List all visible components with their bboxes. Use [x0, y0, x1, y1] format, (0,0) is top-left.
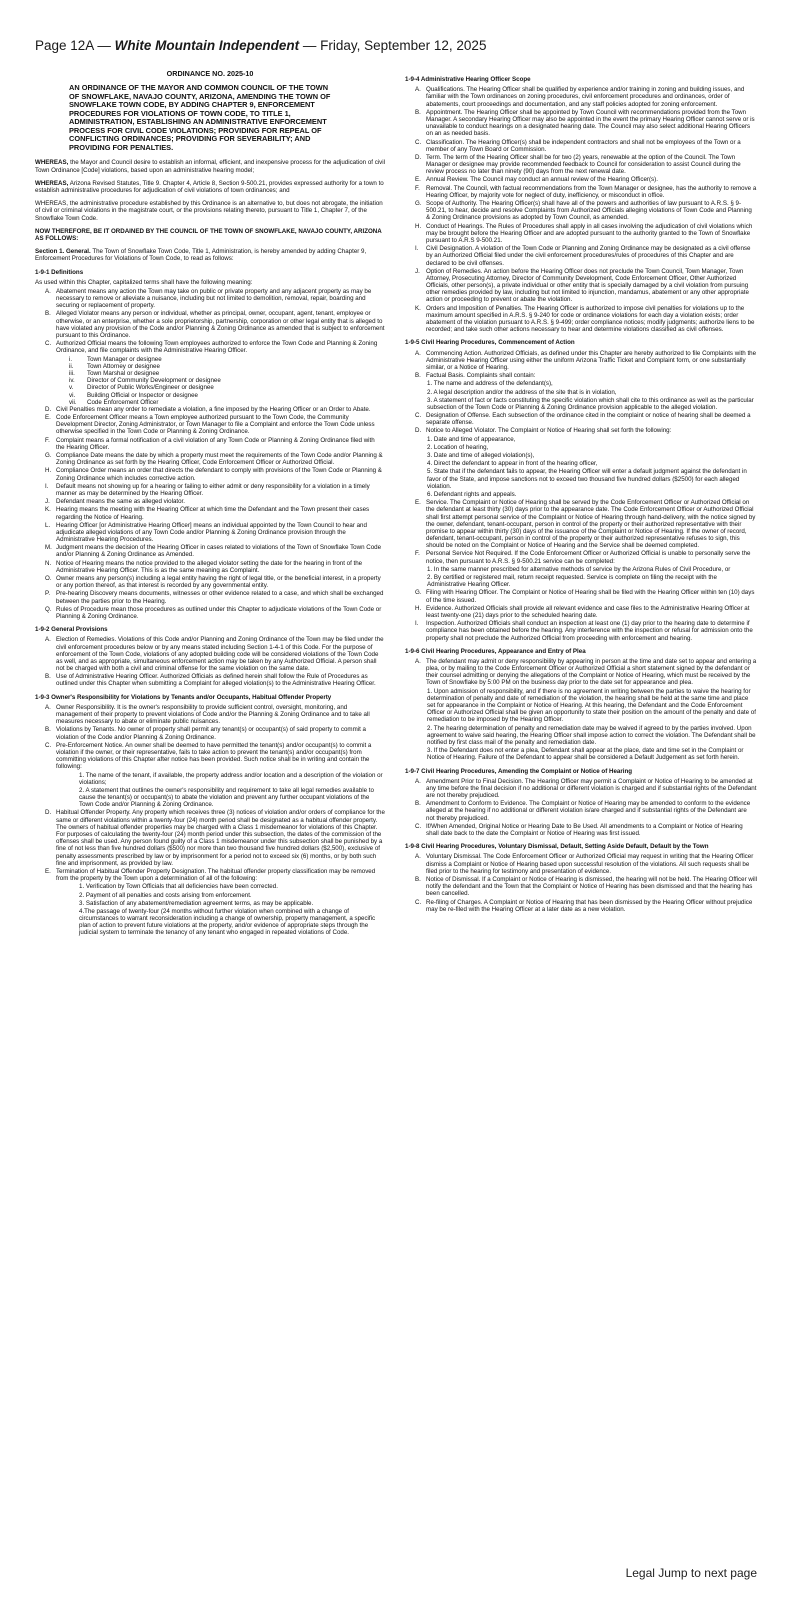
- list-item: [415, 605, 757, 619]
- list-item: [45, 467, 385, 481]
- item-text: Authorized Official means the following Town employees authorized to enforce the Town Code and Planning & Zoning Ordinance, and file complaints with the Administrative Hearing Officer.: [56, 340, 378, 355]
- list-item: [415, 154, 757, 176]
- right-sections: [405, 76, 757, 913]
- numbered-item: 1. Verification by Town Officials that all deficiencies have been corrected.: [79, 883, 278, 891]
- ordinance-lead: [69, 84, 385, 152]
- numbered-item: 4.The passage of twenty-four (24 months without further violation when combined with a change of circumstances to warrant reconsideration including a change of ownership, property management, a specific plan of action to prevent future violations at the property, and/or evidence of appropriate steps through the judicial system to terminate the tenancy of any tenant who engaged in repeated violations of Code.: [79, 907, 376, 937]
- list-item: [415, 223, 757, 245]
- list-item: [415, 899, 757, 913]
- section-heading: 1-9-4 Administrative Hearing Officer Scope: [405, 76, 531, 83]
- sub-list-item: [69, 370, 385, 377]
- item-label: H.: [415, 222, 422, 230]
- item-label: A.: [415, 349, 421, 357]
- list-item: [415, 550, 757, 564]
- item-text: Option of Remedies. An action before the Hearing Officer does not preclude the Town Council, Town Manager, Town Attorney, Prosecuting Attorney, Director of Community Development, Code Enforcement Officer, Other Authorized Officials, other person(s), a private individual or other entity that is specially damaged by a civil violation from pursuing other remedies provided by law, including but not limited to injunction, mandamus, abatement or any other appropriate action or proceeding to prevent or abate the violation.: [426, 267, 749, 304]
- item-label: ii.: [69, 362, 74, 370]
- page-header: [35, 38, 486, 53]
- section-heading: 1-9-6 Civil Hearing Procedures, Appearance and Entry of Plea: [405, 647, 586, 655]
- item-label: G.: [45, 452, 52, 460]
- item-text: Director of Community Development or designee: [87, 377, 221, 385]
- list-item: [45, 452, 385, 466]
- item-label: F.: [415, 184, 420, 192]
- list-item: [415, 499, 757, 549]
- list-item: [45, 606, 385, 620]
- item-text: Service. The Complaint or Notice of Hearing shall be served by the Code Enforcement Officer or Authorized Official on the defendant at least thirty (30) days prior to the appearance date. The Code Enforcement Officer or Authorized Official shall first attempt personal service of the Complaint or Notice of Hearing through hand-delivery, with the notice signed by the owner, defendant, tenant-occupant, person in control of the property or their authorized representative with their promise to appear within thirty (30) days of the issuance of the Complaint or Notice of Hearing. If the owner of record, defendant, tenant-occupant, person in control of the property or their authorized representative refuses to sign, this should be noted on the Complaint or Notice of Hearing and the Service shall be deemed completed.: [426, 499, 756, 550]
- numbered-item: 3. A statement of fact or facts constituting the specific violation which shall cite to this ordinance as well as the particular subsection of the Town Code or Planning & Zoning Ordinance provision applicable to the alleged violation.: [427, 396, 754, 411]
- item-label: F.: [415, 550, 420, 558]
- item-label: G.: [415, 200, 422, 207]
- item-label: H.: [415, 604, 422, 612]
- item-label: C.: [415, 898, 422, 906]
- item-label: C.: [415, 138, 422, 146]
- numbered-item: 3. Date and time of alleged violation(s),: [427, 452, 535, 459]
- item-text: Compliance Order means an order that directs the defendant to comply with provisions of the Town Code or Planning & Zoning Ordinance which includes corrective action.: [56, 467, 382, 482]
- list-item: [45, 726, 385, 740]
- item-text: Scope of Authority. The Hearing Officer(s) shall have all of the powers and authorities of law pursuant to A.R.S. § 9-500.21, to hear, decide and resolve Complaints from Authorized Officials alleging violations of Town Code and Planning & Zoning Ordinance provisions as adopted by Town Council, as amended.: [426, 200, 752, 222]
- numbered-item: 2. A legal description and/or the address of the site that is in violation,: [427, 388, 617, 396]
- item-label: D.: [415, 153, 422, 161]
- section-heading: 1-9-8 Civil Hearing Procedures, Voluntary Dismissal, Default, Setting Aside Default, Default by the Town: [405, 843, 709, 851]
- item-label: A.: [415, 853, 421, 861]
- item-text: Abatement means any action the Town may take on public or private property and any adjacent property as may be necessary to remove or alleviate a nuisance, including but not limited to demolition, removal, repair, boarding and securing or replacement of property.: [56, 287, 372, 310]
- item-text: Building Official or Inspector or designee: [87, 391, 198, 399]
- item-text: Notice of Hearing means the notice provided to the alleged violator setting the date for the hearing in front of the Administrative Hearing Officer. This is as the same meaning as Complaint.: [56, 559, 363, 574]
- list-item: [45, 704, 385, 726]
- item-label: J.: [45, 498, 50, 506]
- list-item: [45, 437, 385, 451]
- item-text: Qualifications. The Hearing Officer shall be qualified by experience and/or training in zoning and building issues, and familiar with the Town ordinances on zoning procedures, civil enforcement procedures and ordinances, order of abatements, court proceedings and documentation, and any staff policies adopted for zoning enforcement.: [426, 86, 745, 108]
- item-text: Use of Administrative Hearing Officer. Authorized Officials as defined herein shall follow the Rule of Procedures as outlined under this Chapter when submitting a Complaint for alleged violation(s) to the Administrative Hearing Officer.: [56, 673, 376, 688]
- item-text: Code Enforcement Officer means a Town employee authorized pursuant to the Town Code, the Community Development Director, Zoning Administrator, or Town Manager to file a Complaint and enforce the Town Code unless otherwise specified in the Town Code or Planning & Zoning Ordinance.: [56, 414, 375, 436]
- item-text: Town Attorney or designee: [87, 362, 160, 370]
- item-label: E.: [415, 499, 421, 507]
- item-label: O.: [45, 575, 52, 583]
- list-item: [415, 372, 757, 379]
- item-label: E.: [45, 414, 51, 422]
- item-text: Alleged Violator means any person or individual, whether as principal, owner, occupant, agent, tenant, employee or otherwise, or an enterprise, whether a sole proprietorship, partnership, corporation or other legal entity that is alleged to have violated any provision of the Code and/or Planning & Zoning Ordinance as amended that is subject to enforcement pursuant to this Ordinance.: [56, 310, 385, 340]
- section-heading: 1-9-5 Civil Hearing Procedures, Commencement of Action: [405, 339, 575, 347]
- sub-list-item: [69, 392, 385, 399]
- item-text: Commencing Action. Authorized Officials, as defined under this Chapter are hereby authorized to file Complaints with the Administrative Hearing Officer using either the uniform Arizona Traffic Ticket and Complaint form, or one substantially similar, or a Notice of Hearing.: [426, 349, 757, 371]
- section-heading: 1-9-3 Owner's Responsibility for Violations by Tenants and/or Occupants, Habitual Offender Property: [35, 693, 332, 701]
- item-label: L.: [45, 521, 51, 529]
- section-heading: 1-9-2 General Provisions: [35, 626, 108, 634]
- item-label: J.: [415, 267, 420, 275]
- item-text: Termination of Habitual Offender Property Designation. The habitual offender property classification may be removed from the property by the Town upon a determination of all of the following:: [56, 867, 376, 883]
- item-label: I.: [415, 620, 419, 628]
- issue-date: Friday, September 12, 2025: [320, 38, 487, 53]
- item-text: Civil Designation. A violation of the Town Code or Planning and Zoning Ordinance may be designated as a civil offense by an Authorized Official filed under the civil enforcement procedures/rules of procedures of this Chapter and are declared to be civil offenses.: [426, 245, 751, 267]
- item-text: Orders and Imposition of Penalties. The Hearing Officer is authorized to impose civil penalties for violations up to the maximum amount specified in A.R.S. § 9-240 for code or ordinance violations for each day a violation exists; order abatement of the violation pursuant to A.R.S. § 9-499; order compliance notices; modify judgments; authorize liens to be recorded; and take such other actions necessary to hear and determine violations classified as civil offenses.: [426, 304, 755, 334]
- list-item: [45, 636, 385, 672]
- page-number: Page 12A: [35, 38, 94, 53]
- list-item: [415, 658, 757, 687]
- item-label: M.: [45, 544, 52, 552]
- item-text: Default means not showing up for a hearing or failing to either admit or deny responsibility for a violation in a timely manner as may be determined by the Hearing Officer.: [56, 482, 370, 497]
- left-column: [35, 70, 385, 938]
- lead-line: AN ORDINANCE OF THE MAYOR AND COMMON COUNCIL OF THE TOWN: [69, 83, 329, 93]
- numbered-item: 1. Upon admission of responsibility, and if there is no agreement in writing between the parties to waive the hearing for determination of penalty and date of remediation of the violation, the hearing shall be held at the same time and place set for appearance in the Complaint or Notice of Hearing. At this hearing, the Defendant and the Code Enforcement Officer or Authorized Official shall be given an opportunity to state their position on the amount of the penalty and date of remediation to be imposed by the Hearing Officer.: [427, 687, 756, 724]
- item-text: Defendant means the same as alleged violator.: [56, 498, 185, 506]
- list-item: [415, 853, 757, 875]
- numbered-item: 1. The name and address of the defendant(s),: [427, 380, 553, 388]
- list-item: [45, 288, 385, 310]
- item-label: C.: [415, 822, 422, 830]
- sub-list-item: [69, 363, 385, 370]
- list-item: [45, 673, 385, 687]
- item-text: Filing with Hearing Officer. The Complaint or Notice of Hearing shall be filed with the Hearing Officer within ten (10) days of the time issued.: [426, 589, 755, 604]
- item-text: The defendant may admit or deny responsibility by appearing in person at the time and date set to appear and entering a plea, or by mailing to the Code Enforcement Officer or Authorized Official a short statement signed by the defendant or their counsel admitting or denying the allegations of the Complaint or Notice of Hearing, which must be received by the Town of Snowflake by 5:00 PM on the business day prior to the date set for appearance and plea.: [426, 657, 757, 687]
- lead-line: PROCESS FOR CIVIL CODE VIOLATIONS; PROVIDING FOR REPEAL OF: [69, 125, 322, 135]
- item-label: I.: [45, 482, 49, 490]
- item-label: A.: [415, 657, 421, 665]
- list-item: [415, 86, 757, 108]
- item-text: Classification. The Hearing Officer(s) shall be independent contractors and shall not be employees of the Town or a member of any Town Board or Commission.: [426, 138, 741, 153]
- item-text: Factual Basis. Complaints shall contain:: [426, 372, 536, 380]
- list-item: [415, 412, 757, 426]
- section-1: Section 1. General. The Town of Snowflake Town Code, Title 1, Administration, is hereby amended by adding Chapter 9, Enforcement Procedures for Violations of Town Code, to read as follows:: [35, 248, 367, 263]
- item-text: If/When Amended, Original Notice or Hearing Date to Be Used. All amendments to a Complaint or Notice of Hearing shall date back to the date the Complaint or Notice of Hearing was first issued.: [426, 822, 743, 837]
- list-item: [45, 498, 385, 505]
- item-label: B.: [415, 875, 421, 883]
- item-text: Judgment means the decision of the Hearing Officer in cases related to violations of the Town of Snowflake Town Code and/or Planning & Zoning Ordinance as Amended.: [56, 544, 382, 559]
- numbered-item: 2. Payment of all penalties and costs arising from enforcement.: [79, 891, 252, 899]
- newspaper-name: White Mountain Independent: [114, 38, 300, 53]
- sub-list-item: [69, 377, 385, 384]
- numbered-item: 1. In the same manner prescribed for alternative methods of service by the Arizona Rules of Civil Procedure, or: [427, 565, 731, 573]
- jump-line: Legal Jump to next page: [625, 1566, 757, 1580]
- right-column: [405, 70, 757, 914]
- item-label: iv.: [69, 377, 75, 385]
- item-text: Owner means any person(s) including a legal entity having the right of legal title, or the beneficial interest, in a property or any portion thereof, as that interest is recorded by any governmental entity.: [56, 575, 381, 590]
- item-text: Pre-hearing Discovery means documents, witnesses or other evidence related to a case, and which shall be exchanged between the parties prior to the Hearing.: [56, 590, 384, 605]
- list-item: [415, 245, 757, 267]
- item-text: Voluntary Dismissal. The Code Enforcement Officer or Authorized Official may request in writing that the Hearing Officer dismiss a Complaint or Notice of Hearing based upon successful resolution of the violations. All such requests shall be filed prior to the hearing for testimony and presentation of evidence.: [426, 853, 754, 875]
- list-item: [45, 590, 385, 604]
- list-item: [415, 778, 757, 800]
- list-item: [415, 800, 757, 822]
- list-item: [415, 109, 757, 138]
- sub-list-item: [69, 356, 385, 363]
- item-text: Amendment to Conform to Evidence. The Complaint or Notice of Hearing may be amended to conform to the evidence alleged at the hearing if no additional or different violation is/are charged and if substantial rights of the Defendant are not thereby prejudiced.: [426, 800, 751, 822]
- item-label: B.: [415, 372, 421, 380]
- list-item: [45, 406, 385, 413]
- list-item: [45, 560, 385, 574]
- list-item: [415, 268, 757, 304]
- item-label: iii.: [69, 369, 75, 377]
- item-text: Director of Public Works/Engineer or designee: [87, 384, 214, 392]
- numbered-item: 3. If the Defendant does not enter a plea, Defendant shall appear at the place, date and time set in the Complaint or Notice of Hearing. Failure of the Defendant to appear shall be considered a Default Judgement as set forth herein.: [427, 747, 744, 762]
- list-item: [415, 305, 757, 334]
- numbered-item: 2. A statement that outlines the owner's responsibility and requirement to take all legal remedies available to cause the tenant(s) or occupant(s) to abate the violation and prevent any further occupant violations of the Town Code and/or Planning & Zoning Ordinance.: [79, 786, 374, 809]
- item-label: C.: [45, 741, 52, 749]
- item-label: D.: [45, 809, 52, 817]
- item-text: Pre-Enforcement Notice. An owner shall be deemed to have permitted the tenant(s) and/or occupant(s) to commit a violation if the owner, or their representative, fails to take action to prevent the tenant(s) and/or occupant(s) from committing violations of this Chapter after notice has been provided. Such notice shall be in writing and contain the following:: [56, 741, 372, 771]
- list-item: [415, 185, 757, 199]
- item-label: E.: [415, 176, 421, 184]
- list-item: [45, 310, 385, 339]
- ordain-clause: NOW THEREFORE, BE IT ORDAINED BY THE COUNCIL OF THE TOWN OF SNOWFLAKE, NAVAJO COUNTY, ARIZONA AS FOLLOWS:: [35, 227, 382, 242]
- list-item: [45, 809, 385, 867]
- item-label: N.: [45, 559, 52, 567]
- item-text: Habitual Offender Property. Any property which receives three (3) notices of violation and/or orders of compliance for the same or different violations within a twenty-four (24) month period shall be designated as a habitual offender property. The owners of habitual offender properties may be charged with a Class 1 misdemeanor for violations of this Chapter. For purposes of calculating the twenty-four (24) month period under this subsection, the dates of the commission of the offenses shall be used. Any person found guilty of a Class 1 misdemeanor under this subsection shall be punished by a fine of not less than five hundred dollars ($500) nor more than two thousand five hundred dollars ($2,500), exclusive of penalty assessments prescribed by law or by imprisonment for a period not to exceed six (6) months, or by both such fine and imprisonment, as provided by law.: [56, 809, 385, 867]
- item-label: B.: [45, 673, 51, 681]
- list-item: [415, 200, 757, 222]
- list-item: [45, 340, 385, 354]
- sub-list-item: [69, 399, 385, 406]
- item-text: Notice of Dismissal. If a Complaint or Notice of Hearing is dismissed, the hearing will not be held. The Hearing Officer will notify the defendant and the Town that the Complaint or Notice of Hearing has been dismissed and that the hearing has been cancelled.: [426, 875, 757, 898]
- list-item: [415, 350, 757, 372]
- item-text: Election of Remedies. Violations of this Code and/or Planning and Zoning Ordinance of the Town may be filed under the civil enforcement procedures below or by any means stated including Section 1-4-1 of this Code. For the purpose of enforcement of the Town Code, violations of any adopted building code will be considered violations of the Town Code as well, and as appropriate, simultaneous enforcement action may be taken by any Authorized Official. A person shall not be charged with both a civil and criminal offense for the same violation on the same date.: [56, 636, 384, 673]
- numbered-item: 1. Date and time of appearance,: [427, 435, 516, 443]
- list-item: [415, 139, 757, 153]
- list-item: [415, 876, 757, 898]
- item-label: E.: [45, 867, 51, 875]
- item-label: F.: [45, 436, 50, 444]
- item-text: Amendment Prior to Final Decision. The Hearing Officer may permit a Complaint or Notice of Hearing to be amended at any time before the final decision if no additional or different violation is charged and if substantial rights of the Defendant are not thereby prejudiced.: [426, 777, 757, 800]
- list-item: [45, 522, 385, 544]
- whereas-paragraph: WHEREAS, the Mayor and Council desire to establish an informal, efficient, and inexpensive process for the adjudication of civil Town Ordinance [Code] violations, based upon an administrative hearing model;: [35, 159, 386, 174]
- item-label: B.: [415, 108, 421, 116]
- item-text: Personal Service Not Required. If the Code Enforcement Officer or Authorized Official is unable to personally serve the notice, then pursuant to A.R.S. § 9-500.21 service can be completed:: [426, 550, 751, 565]
- lead-line: PROCEDURES FOR VIOLATIONS OF TOWN CODE, TO TITLE 1,: [69, 108, 291, 118]
- item-label: A.: [415, 777, 421, 785]
- whereas-paragraph: WHEREAS, Arizona Revised Statutes, Title 9. Chapter 4, Article 8, Section 9-500.21, provides expressed authority for a town to establish administrative procedures for adjudication of civil violations of town ordinances; and: [35, 179, 384, 195]
- item-text: Hearing Officer [or Administrative Hearing Officer] means an individual appointed by the Town Council to hear and adjudicate alleged violations of any Town Code and/or Planning & Zoning Ordinance provision through the Administrative Hearing Procedures.: [56, 521, 367, 544]
- item-label: B.: [415, 800, 421, 808]
- item-label: A.: [415, 86, 421, 94]
- numbered-item: 5. State that if the defendant fails to appear, the Hearing Officer will enter a default judgment against the defendant in favor of the State, and impose sanctions not to exceed two thousand five hundred dollars ($2500) for each alleged violation.: [427, 468, 747, 490]
- item-text: Term. The term of the Hearing Officer shall be for two (2) years, renewable at the option of the Council. The Town Manager or designee may provide recommended feedback to Council for consideration to assist Council during the review process no later than ninety (90) days from the next renewal date.: [426, 153, 741, 176]
- item-label: vi.: [69, 391, 76, 399]
- list-item: [415, 176, 757, 183]
- item-text: Town Manager or designee: [87, 355, 162, 363]
- list-item: [45, 868, 385, 882]
- list-item: [415, 589, 757, 603]
- item-label: A.: [45, 703, 51, 711]
- list-item: [45, 506, 385, 520]
- paragraph: As used within this Chapter, capitalized terms shall have the following meaning:: [35, 278, 253, 286]
- item-label: D.: [45, 405, 52, 413]
- item-label: P.: [45, 590, 51, 598]
- list-item: [45, 483, 385, 497]
- numbered-item: 2. By certified or registered mail, return receipt requested. Service is complete on filing the receipt with the Administrative Hearing Officer.: [427, 574, 717, 589]
- item-label: B.: [45, 310, 51, 318]
- item-text: Appointment. The Hearing Officer shall be appointed by Town Council with recommendations provided from the Town Manager. A secondary Hearing Officer may also be appointed in the event the primary Hearing Officer cannot serve or is unavailable to conduct hearings on a designated hearing date. The Council may also select additional Hearing Officers on an as needed basis.: [426, 108, 755, 138]
- item-text: Code Enforcement Officer: [87, 398, 159, 406]
- header-dash: —: [97, 38, 111, 53]
- item-text: Hearing means the meeting with the Hearing Officer at which time the Defendant and the Town present their cases regarding the Notice of Hearing.: [56, 506, 370, 521]
- ordinance-title: ORDINANCE NO. 2025-10: [166, 69, 254, 78]
- item-label: K.: [45, 506, 51, 514]
- list-item: [415, 427, 757, 434]
- list-item: [45, 575, 385, 589]
- list-item: [45, 414, 385, 436]
- item-text: Designation of Offense. Each subsection of the ordinance cited in the complaint or notice of hearing shall be deemed a separate offense.: [426, 412, 751, 427]
- list-item: [415, 620, 757, 642]
- item-label: G.: [415, 589, 422, 597]
- item-label: H.: [45, 467, 52, 475]
- item-label: A.: [45, 287, 51, 295]
- numbered-item: 4. Direct the defendant to appear in front of the hearing officer,: [427, 460, 598, 468]
- item-text: Conduct of Hearings. The Rules of Procedures shall apply in all cases involving the adjudication of civil violations which may be brought before the Hearing Officer and are adopted pursuant to the authority granted to the Town of Snowflake pursuant to A.R.S 9-500.21.: [426, 222, 753, 244]
- item-text: Notice to Alleged Violator. The Complaint or Notice of Hearing shall set forth the following:: [426, 427, 672, 435]
- item-text: Violations by Tenants. No owner of property shall permit any tenant(s) or occupant(s) of said property to commit a violation of the Code and/or Planning & Zoning Ordinance.: [56, 726, 366, 741]
- item-label: A.: [45, 636, 51, 644]
- numbered-item: 2. Location of hearing,: [427, 443, 489, 451]
- item-text: Evidence. Authorized Officials shall provide all relevant evidence and case files to the Administrative Hearing Officer at least twenty-one (21) days prior to the scheduled hearing date.: [426, 604, 750, 619]
- item-label: i.: [69, 355, 73, 363]
- header-dash: —: [302, 38, 317, 53]
- item-label: C.: [415, 412, 422, 420]
- item-text: Rules of Procedure mean those procedures as outlined under this Chapter to adjudicate violations of the Town Code or Planning & Zoning Ordinance.: [56, 605, 382, 620]
- item-text: Inspection. Authorized Officials shall conduct an inspection at least one (1) day prior to the hearing date to determine if compliance has been obtained before the hearing. Any interference with the inspection or refusal for admission onto the property shall not preclude the Authorized Official from proceeding with enforcement and hearing.: [426, 620, 753, 642]
- numbered-item: 1. The name of the tenant, if available, the property address and/or location and a description of the violation or violations;: [79, 771, 383, 786]
- left-sections: [35, 269, 385, 937]
- item-label: B.: [45, 726, 51, 734]
- lead-line: SNOWFLAKE TOWN CODE, BY ADDING CHAPTER 9, ENFORCEMENT: [69, 100, 315, 110]
- item-label: I.: [415, 245, 419, 253]
- list-item: [45, 544, 385, 558]
- item-text: Compliance Date means the date by which a property must meet the requirements of the Town Code and/or Planning & Zoning Ordinance as set forth by the Hearing Officer, Code Enforcement Officer or Authorized Official.: [56, 452, 383, 467]
- item-label: D.: [415, 427, 422, 435]
- lead-line: PROVIDING FOR PENALTIES.: [69, 142, 174, 152]
- lead-line: ADMINISTRATION, ESTABLISHING AN ADMINISTRATIVE ENFORCEMENT: [69, 117, 327, 127]
- list-item: [415, 823, 757, 837]
- section-heading: 1-9-1 Definitions: [35, 268, 84, 276]
- item-label: v.: [69, 384, 74, 392]
- numbered-item: 2. The hearing determination of penalty and remediation date may be waived if agreed to by the parties involved. Upon agreement to waive said hearing, the Hearing Officer shall impose action to correct the violation. The Defendant shall be notified by first class mail of the penalty and remediation date.: [427, 724, 756, 746]
- list-item: [45, 742, 385, 771]
- item-text: Owner Responsibility. It is the owner's responsibility to provide sufficient control, oversight, monitoring, and management of their property to prevent violations of Code and/or the Planning & Zoning Ordinance and to take all measures necessary to abate or eliminate public nuisances.: [56, 703, 370, 726]
- numbered-item: 6. Defendant rights and appeals.: [427, 490, 517, 498]
- lead-line: CONFLICTING ORDINANCES; PROVIDING FOR SEVERABILITY; AND: [69, 134, 311, 144]
- whereas-paragraph: WHEREAS, the administrative procedure established by this Ordinance is an alternative to, but does not abrogate, the initiation of civil or criminal violations in the magistrate court, or the provisions relating thereto, pursuant to Title 1, Chapter 7, of the Snowflake Town Code.: [35, 200, 383, 222]
- item-text: Re-filing of Charges. A Complaint or Notice of Hearing that has been dismissed by the Hearing Officer without prejudice may be re-filed with the Hearing Officer at a later date as a new violation.: [426, 898, 753, 913]
- item-text: Town Marshal or designee: [87, 369, 160, 377]
- item-label: Q.: [45, 605, 52, 613]
- item-text: Civil Penalties mean any order to remediate a violation, a fine imposed by the Hearing Officer or an Order to Abate.: [56, 405, 371, 413]
- item-text: Removal. The Council, with factual recommendations from the Town Manager or designee, has the authority to remove a Hearing Officer, by majority vote for neglect of duty, inefficiency, or misconduct in office.: [426, 184, 757, 199]
- numbered-item: 3. Satisfaction of any abatement/remediation agreement terms, as may be applicable.: [79, 899, 314, 907]
- item-label: K.: [415, 304, 421, 312]
- item-label: vii.: [69, 398, 77, 406]
- item-text: Annual Review. The Council may conduct an annual review of the Hearing Officer(s).: [426, 176, 658, 184]
- item-text: Complaint means a formal notification of a civil violation of any Town Code or Planning & Zoning Ordinance filed with the Hearing Officer.: [56, 436, 375, 451]
- sub-list-item: [69, 384, 385, 391]
- section-heading: 1-9-7 Civil Hearing Procedures, Amending the Complaint or Notice of Hearing: [405, 767, 633, 775]
- lead-line: OF SNOWFLAKE, NAVAJO COUNTY, ARIZONA, AMENDING THE TOWN OF: [69, 91, 331, 101]
- item-label: C.: [45, 340, 52, 348]
